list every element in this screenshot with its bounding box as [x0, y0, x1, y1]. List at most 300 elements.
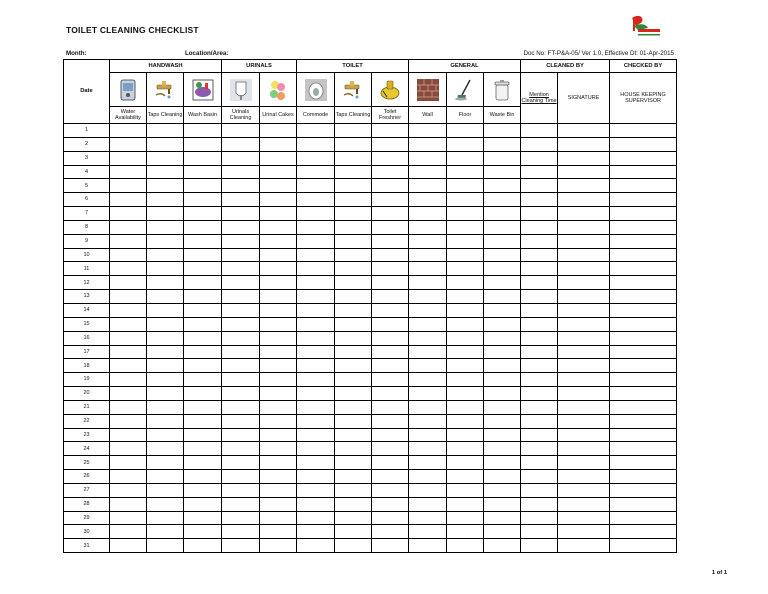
checklist-cell[interactable]	[610, 220, 677, 234]
checklist-cell[interactable]	[484, 497, 521, 511]
checklist-cell[interactable]	[558, 331, 610, 345]
checklist-cell[interactable]	[222, 248, 260, 262]
checklist-cell[interactable]	[222, 262, 260, 276]
checklist-cell[interactable]	[484, 276, 521, 290]
checklist-cell[interactable]	[409, 511, 447, 525]
checklist-cell[interactable]	[372, 207, 409, 221]
checklist-cell[interactable]	[110, 276, 147, 290]
checklist-cell[interactable]	[184, 207, 222, 221]
checklist-cell[interactable]	[260, 331, 297, 345]
checklist-cell[interactable]	[335, 470, 372, 484]
checklist-cell[interactable]	[484, 345, 521, 359]
checklist-cell[interactable]	[335, 442, 372, 456]
checklist-cell[interactable]	[260, 193, 297, 207]
checklist-cell[interactable]	[222, 428, 260, 442]
checklist-cell[interactable]	[110, 290, 147, 304]
checklist-cell[interactable]	[260, 220, 297, 234]
checklist-cell[interactable]	[372, 193, 409, 207]
checklist-cell[interactable]	[147, 290, 184, 304]
checklist-cell[interactable]	[409, 373, 447, 387]
checklist-cell[interactable]	[147, 331, 184, 345]
checklist-cell[interactable]	[372, 290, 409, 304]
checklist-cell[interactable]	[110, 400, 147, 414]
checklist-cell[interactable]	[260, 400, 297, 414]
checklist-cell[interactable]	[297, 262, 335, 276]
checklist-cell[interactable]	[184, 165, 222, 179]
checklist-cell[interactable]	[409, 290, 447, 304]
checklist-cell[interactable]	[297, 442, 335, 456]
checklist-cell[interactable]	[447, 248, 484, 262]
checklist-cell[interactable]	[260, 414, 297, 428]
checklist-cell[interactable]	[147, 414, 184, 428]
checklist-cell[interactable]	[297, 276, 335, 290]
checklist-cell[interactable]	[409, 470, 447, 484]
checklist-cell[interactable]	[260, 207, 297, 221]
checklist-cell[interactable]	[521, 220, 558, 234]
checklist-cell[interactable]	[484, 137, 521, 151]
checklist-cell[interactable]	[260, 387, 297, 401]
checklist-cell[interactable]	[222, 414, 260, 428]
checklist-cell[interactable]	[260, 124, 297, 138]
checklist-cell[interactable]	[222, 165, 260, 179]
checklist-cell[interactable]	[147, 456, 184, 470]
checklist-cell[interactable]	[521, 373, 558, 387]
checklist-cell[interactable]	[147, 151, 184, 165]
checklist-cell[interactable]	[558, 262, 610, 276]
checklist-cell[interactable]	[184, 456, 222, 470]
checklist-cell[interactable]	[260, 428, 297, 442]
checklist-cell[interactable]	[558, 442, 610, 456]
checklist-cell[interactable]	[372, 179, 409, 193]
checklist-cell[interactable]	[222, 220, 260, 234]
checklist-cell[interactable]	[447, 400, 484, 414]
checklist-cell[interactable]	[372, 303, 409, 317]
checklist-cell[interactable]	[184, 470, 222, 484]
checklist-cell[interactable]	[110, 359, 147, 373]
checklist-cell[interactable]	[297, 414, 335, 428]
checklist-cell[interactable]	[297, 511, 335, 525]
checklist-cell[interactable]	[184, 373, 222, 387]
checklist-cell[interactable]	[147, 428, 184, 442]
checklist-cell[interactable]	[184, 428, 222, 442]
checklist-cell[interactable]	[297, 220, 335, 234]
checklist-cell[interactable]	[147, 470, 184, 484]
checklist-cell[interactable]	[521, 151, 558, 165]
checklist-cell[interactable]	[335, 207, 372, 221]
checklist-cell[interactable]	[184, 497, 222, 511]
checklist-cell[interactable]	[521, 400, 558, 414]
checklist-cell[interactable]	[110, 414, 147, 428]
checklist-cell[interactable]	[610, 387, 677, 401]
checklist-cell[interactable]	[521, 331, 558, 345]
checklist-cell[interactable]	[147, 137, 184, 151]
checklist-cell[interactable]	[610, 483, 677, 497]
checklist-cell[interactable]	[110, 317, 147, 331]
checklist-cell[interactable]	[521, 179, 558, 193]
checklist-cell[interactable]	[297, 387, 335, 401]
checklist-cell[interactable]	[447, 303, 484, 317]
checklist-cell[interactable]	[147, 220, 184, 234]
checklist-cell[interactable]	[447, 220, 484, 234]
checklist-cell[interactable]	[484, 193, 521, 207]
checklist-cell[interactable]	[147, 276, 184, 290]
checklist-cell[interactable]	[297, 151, 335, 165]
checklist-cell[interactable]	[447, 442, 484, 456]
checklist-cell[interactable]	[447, 511, 484, 525]
checklist-cell[interactable]	[147, 483, 184, 497]
checklist-cell[interactable]	[372, 483, 409, 497]
checklist-cell[interactable]	[110, 470, 147, 484]
checklist-cell[interactable]	[484, 428, 521, 442]
checklist-cell[interactable]	[260, 290, 297, 304]
checklist-cell[interactable]	[335, 525, 372, 539]
checklist-cell[interactable]	[335, 511, 372, 525]
checklist-cell[interactable]	[409, 262, 447, 276]
checklist-cell[interactable]	[110, 248, 147, 262]
checklist-cell[interactable]	[147, 248, 184, 262]
checklist-cell[interactable]	[110, 525, 147, 539]
checklist-cell[interactable]	[409, 303, 447, 317]
checklist-cell[interactable]	[409, 497, 447, 511]
checklist-cell[interactable]	[372, 414, 409, 428]
checklist-cell[interactable]	[484, 442, 521, 456]
checklist-cell[interactable]	[610, 317, 677, 331]
checklist-cell[interactable]	[260, 248, 297, 262]
checklist-cell[interactable]	[147, 262, 184, 276]
checklist-cell[interactable]	[409, 359, 447, 373]
checklist-cell[interactable]	[372, 511, 409, 525]
checklist-cell[interactable]	[297, 179, 335, 193]
checklist-cell[interactable]	[521, 525, 558, 539]
checklist-cell[interactable]	[409, 276, 447, 290]
checklist-cell[interactable]	[521, 234, 558, 248]
checklist-cell[interactable]	[297, 539, 335, 553]
checklist-cell[interactable]	[521, 303, 558, 317]
checklist-cell[interactable]	[610, 345, 677, 359]
checklist-cell[interactable]	[521, 442, 558, 456]
checklist-cell[interactable]	[110, 137, 147, 151]
checklist-cell[interactable]	[335, 276, 372, 290]
checklist-cell[interactable]	[260, 317, 297, 331]
checklist-cell[interactable]	[184, 400, 222, 414]
checklist-cell[interactable]	[484, 400, 521, 414]
checklist-cell[interactable]	[147, 400, 184, 414]
checklist-cell[interactable]	[610, 262, 677, 276]
checklist-cell[interactable]	[335, 234, 372, 248]
checklist-cell[interactable]	[372, 525, 409, 539]
checklist-cell[interactable]	[447, 470, 484, 484]
checklist-cell[interactable]	[222, 456, 260, 470]
checklist-cell[interactable]	[521, 207, 558, 221]
checklist-cell[interactable]	[484, 234, 521, 248]
checklist-cell[interactable]	[372, 151, 409, 165]
checklist-cell[interactable]	[110, 456, 147, 470]
checklist-cell[interactable]	[335, 483, 372, 497]
checklist-cell[interactable]	[297, 193, 335, 207]
checklist-cell[interactable]	[110, 193, 147, 207]
checklist-cell[interactable]	[372, 165, 409, 179]
checklist-cell[interactable]	[409, 428, 447, 442]
checklist-cell[interactable]	[409, 345, 447, 359]
checklist-cell[interactable]	[110, 207, 147, 221]
checklist-cell[interactable]	[297, 124, 335, 138]
checklist-cell[interactable]	[260, 276, 297, 290]
checklist-cell[interactable]	[184, 483, 222, 497]
checklist-cell[interactable]	[297, 456, 335, 470]
checklist-cell[interactable]	[184, 137, 222, 151]
checklist-cell[interactable]	[184, 414, 222, 428]
checklist-cell[interactable]	[184, 290, 222, 304]
checklist-cell[interactable]	[610, 442, 677, 456]
checklist-cell[interactable]	[484, 290, 521, 304]
checklist-cell[interactable]	[110, 179, 147, 193]
checklist-cell[interactable]	[447, 151, 484, 165]
checklist-cell[interactable]	[222, 511, 260, 525]
checklist-cell[interactable]	[409, 317, 447, 331]
checklist-cell[interactable]	[521, 428, 558, 442]
checklist-cell[interactable]	[372, 345, 409, 359]
checklist-cell[interactable]	[521, 414, 558, 428]
checklist-cell[interactable]	[222, 193, 260, 207]
checklist-cell[interactable]	[184, 317, 222, 331]
checklist-cell[interactable]	[147, 497, 184, 511]
checklist-cell[interactable]	[409, 456, 447, 470]
checklist-cell[interactable]	[610, 290, 677, 304]
checklist-cell[interactable]	[372, 373, 409, 387]
checklist-cell[interactable]	[372, 248, 409, 262]
checklist-cell[interactable]	[184, 234, 222, 248]
checklist-cell[interactable]	[558, 497, 610, 511]
checklist-cell[interactable]	[335, 179, 372, 193]
checklist-cell[interactable]	[521, 137, 558, 151]
checklist-cell[interactable]	[610, 414, 677, 428]
checklist-cell[interactable]	[335, 400, 372, 414]
checklist-cell[interactable]	[297, 497, 335, 511]
checklist-cell[interactable]	[372, 400, 409, 414]
checklist-cell[interactable]	[610, 497, 677, 511]
checklist-cell[interactable]	[335, 539, 372, 553]
checklist-cell[interactable]	[222, 442, 260, 456]
checklist-cell[interactable]	[147, 124, 184, 138]
checklist-cell[interactable]	[484, 331, 521, 345]
checklist-cell[interactable]	[484, 165, 521, 179]
checklist-cell[interactable]	[447, 124, 484, 138]
checklist-cell[interactable]	[335, 137, 372, 151]
checklist-cell[interactable]	[335, 248, 372, 262]
checklist-cell[interactable]	[184, 539, 222, 553]
checklist-cell[interactable]	[260, 151, 297, 165]
checklist-cell[interactable]	[372, 539, 409, 553]
checklist-cell[interactable]	[610, 137, 677, 151]
checklist-cell[interactable]	[260, 442, 297, 456]
checklist-cell[interactable]	[447, 137, 484, 151]
checklist-cell[interactable]	[558, 248, 610, 262]
checklist-cell[interactable]	[147, 179, 184, 193]
checklist-cell[interactable]	[260, 234, 297, 248]
checklist-cell[interactable]	[184, 151, 222, 165]
checklist-cell[interactable]	[184, 276, 222, 290]
checklist-cell[interactable]	[222, 207, 260, 221]
checklist-cell[interactable]	[335, 124, 372, 138]
checklist-cell[interactable]	[409, 220, 447, 234]
checklist-cell[interactable]	[260, 470, 297, 484]
checklist-cell[interactable]	[484, 220, 521, 234]
checklist-cell[interactable]	[110, 483, 147, 497]
checklist-cell[interactable]	[558, 525, 610, 539]
checklist-cell[interactable]	[184, 525, 222, 539]
checklist-cell[interactable]	[558, 124, 610, 138]
checklist-cell[interactable]	[610, 193, 677, 207]
checklist-cell[interactable]	[335, 414, 372, 428]
checklist-cell[interactable]	[147, 303, 184, 317]
checklist-cell[interactable]	[558, 151, 610, 165]
checklist-cell[interactable]	[260, 359, 297, 373]
checklist-cell[interactable]	[335, 387, 372, 401]
checklist-cell[interactable]	[610, 470, 677, 484]
checklist-cell[interactable]	[372, 442, 409, 456]
checklist-cell[interactable]	[521, 539, 558, 553]
checklist-cell[interactable]	[409, 207, 447, 221]
checklist-cell[interactable]	[184, 331, 222, 345]
checklist-cell[interactable]	[297, 470, 335, 484]
checklist-cell[interactable]	[372, 428, 409, 442]
checklist-cell[interactable]	[484, 387, 521, 401]
checklist-cell[interactable]	[222, 290, 260, 304]
checklist-cell[interactable]	[447, 165, 484, 179]
checklist-cell[interactable]	[558, 290, 610, 304]
checklist-cell[interactable]	[610, 248, 677, 262]
checklist-cell[interactable]	[610, 303, 677, 317]
checklist-cell[interactable]	[447, 193, 484, 207]
checklist-cell[interactable]	[110, 165, 147, 179]
checklist-cell[interactable]	[610, 539, 677, 553]
checklist-cell[interactable]	[610, 179, 677, 193]
checklist-cell[interactable]	[610, 428, 677, 442]
checklist-cell[interactable]	[184, 442, 222, 456]
checklist-cell[interactable]	[484, 262, 521, 276]
checklist-cell[interactable]	[184, 511, 222, 525]
checklist-cell[interactable]	[335, 428, 372, 442]
checklist-cell[interactable]	[521, 387, 558, 401]
checklist-cell[interactable]	[147, 387, 184, 401]
checklist-cell[interactable]	[335, 262, 372, 276]
checklist-cell[interactable]	[222, 317, 260, 331]
checklist-cell[interactable]	[335, 497, 372, 511]
checklist-cell[interactable]	[484, 470, 521, 484]
checklist-cell[interactable]	[447, 456, 484, 470]
checklist-cell[interactable]	[372, 124, 409, 138]
checklist-cell[interactable]	[297, 483, 335, 497]
checklist-cell[interactable]	[521, 165, 558, 179]
checklist-cell[interactable]	[147, 345, 184, 359]
checklist-cell[interactable]	[558, 400, 610, 414]
checklist-cell[interactable]	[558, 276, 610, 290]
checklist-cell[interactable]	[409, 539, 447, 553]
checklist-cell[interactable]	[222, 497, 260, 511]
checklist-cell[interactable]	[147, 207, 184, 221]
checklist-cell[interactable]	[447, 525, 484, 539]
checklist-cell[interactable]	[147, 165, 184, 179]
checklist-cell[interactable]	[335, 373, 372, 387]
checklist-cell[interactable]	[447, 331, 484, 345]
checklist-cell[interactable]	[521, 124, 558, 138]
checklist-cell[interactable]	[372, 220, 409, 234]
checklist-cell[interactable]	[372, 497, 409, 511]
checklist-cell[interactable]	[409, 483, 447, 497]
checklist-cell[interactable]	[610, 359, 677, 373]
checklist-cell[interactable]	[372, 456, 409, 470]
checklist-cell[interactable]	[484, 248, 521, 262]
checklist-cell[interactable]	[447, 373, 484, 387]
checklist-cell[interactable]	[558, 539, 610, 553]
checklist-cell[interactable]	[110, 331, 147, 345]
checklist-cell[interactable]	[447, 387, 484, 401]
checklist-cell[interactable]	[147, 359, 184, 373]
checklist-cell[interactable]	[558, 207, 610, 221]
checklist-cell[interactable]	[447, 483, 484, 497]
checklist-cell[interactable]	[222, 400, 260, 414]
checklist-cell[interactable]	[335, 303, 372, 317]
checklist-cell[interactable]	[447, 276, 484, 290]
checklist-cell[interactable]	[335, 359, 372, 373]
checklist-cell[interactable]	[409, 525, 447, 539]
checklist-cell[interactable]	[260, 262, 297, 276]
checklist-cell[interactable]	[222, 470, 260, 484]
checklist-cell[interactable]	[610, 373, 677, 387]
checklist-cell[interactable]	[297, 428, 335, 442]
checklist-cell[interactable]	[372, 359, 409, 373]
checklist-cell[interactable]	[558, 165, 610, 179]
checklist-cell[interactable]	[484, 483, 521, 497]
checklist-cell[interactable]	[110, 345, 147, 359]
checklist-cell[interactable]	[558, 387, 610, 401]
checklist-cell[interactable]	[610, 511, 677, 525]
checklist-cell[interactable]	[297, 248, 335, 262]
checklist-cell[interactable]	[297, 345, 335, 359]
checklist-cell[interactable]	[409, 331, 447, 345]
checklist-cell[interactable]	[558, 511, 610, 525]
checklist-cell[interactable]	[222, 179, 260, 193]
checklist-cell[interactable]	[610, 331, 677, 345]
checklist-cell[interactable]	[409, 165, 447, 179]
checklist-cell[interactable]	[184, 124, 222, 138]
checklist-cell[interactable]	[372, 276, 409, 290]
checklist-cell[interactable]	[610, 276, 677, 290]
checklist-cell[interactable]	[222, 345, 260, 359]
checklist-cell[interactable]	[184, 262, 222, 276]
checklist-cell[interactable]	[297, 207, 335, 221]
checklist-cell[interactable]	[260, 179, 297, 193]
checklist-cell[interactable]	[147, 193, 184, 207]
checklist-cell[interactable]	[409, 234, 447, 248]
checklist-cell[interactable]	[409, 151, 447, 165]
checklist-cell[interactable]	[222, 387, 260, 401]
checklist-cell[interactable]	[110, 303, 147, 317]
checklist-cell[interactable]	[222, 373, 260, 387]
checklist-cell[interactable]	[147, 525, 184, 539]
checklist-cell[interactable]	[610, 525, 677, 539]
checklist-cell[interactable]	[297, 331, 335, 345]
checklist-cell[interactable]	[110, 262, 147, 276]
checklist-cell[interactable]	[372, 234, 409, 248]
checklist-cell[interactable]	[484, 373, 521, 387]
checklist-cell[interactable]	[447, 262, 484, 276]
checklist-cell[interactable]	[484, 359, 521, 373]
checklist-cell[interactable]	[260, 137, 297, 151]
checklist-cell[interactable]	[558, 317, 610, 331]
checklist-cell[interactable]	[222, 124, 260, 138]
checklist-cell[interactable]	[222, 276, 260, 290]
